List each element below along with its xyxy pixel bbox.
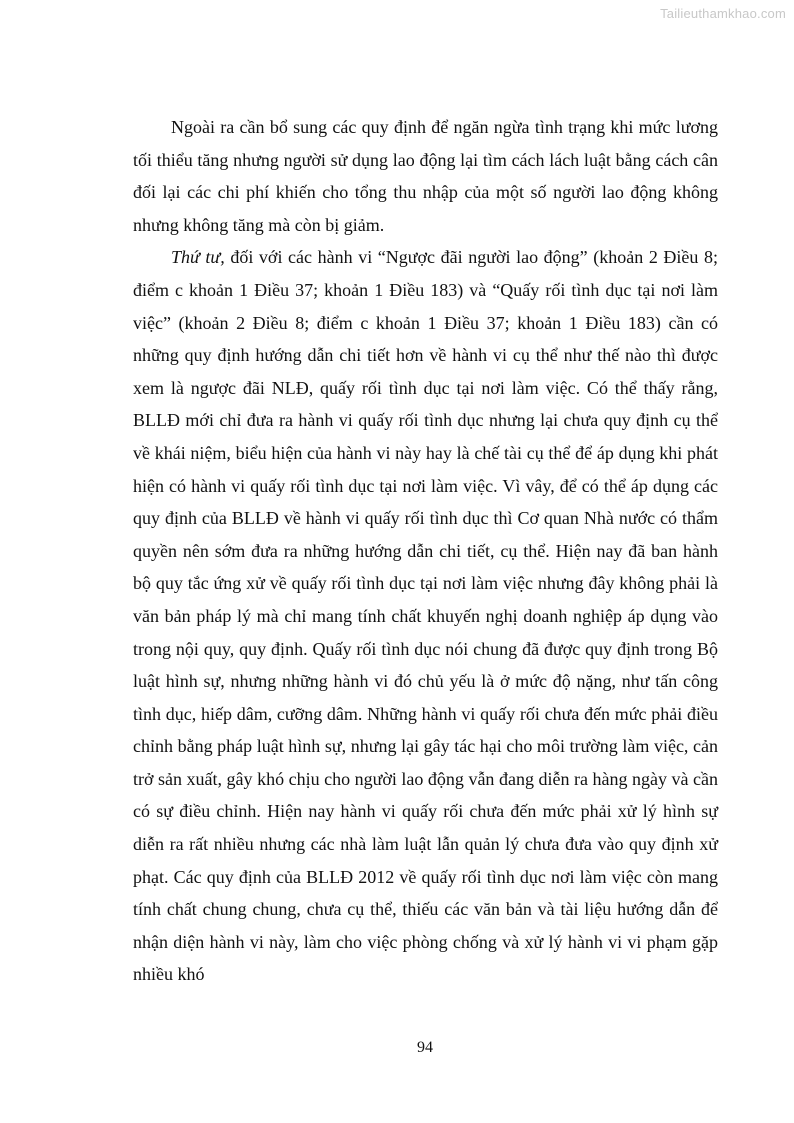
watermark: Tailieuthamkhao.com	[660, 6, 786, 21]
page-number: 94	[417, 1039, 433, 1056]
paragraph-2-lead: Thứ tư,	[171, 247, 225, 268]
paragraph-1	[133, 111, 718, 241]
paragraph-2	[133, 241, 718, 991]
paragraph-1-text: Ngoài ra cần bổ sung các quy định để ngăn ngừa tình trạng khi mức lương tối thiểu tăng nhưng người sử dụng lao động lại tìm cách lách luật bằng cách cân đối lại các chi phí khiến cho tổng thu nhập của một số người lao động không nhưng không tăng mà còn bị giảm.	[133, 117, 718, 235]
paragraph-2-text: đối với các hành vi “Ngược đãi người lao động” (khoản 2 Điều 8; điểm c khoản 1 Điều 37; khoản 1 Điều 183) và “Quấy rối tình dục tại nơi làm việc” (khoản 2 Điều 8; điểm c khoản 1 Điều 37; khoản 1 Điều 183) cần có những quy định hướng dẫn chi tiết hơn về hành vi cụ thể như thế nào thì được xem là ngược đãi NLĐ, quấy rối tình dục tại nơi làm việc. Có thể thấy rằng, BLLĐ mới chỉ đưa ra hành vi quấy rối tình dục nhưng lại chưa quy định cụ thể về khái niệm, biểu hiện của hành vi này hay là chế tài cụ thể để áp dụng khi phát hiện có hành vi quấy rối tình dục tại nơi làm việc. Vì vây, để có thể áp dụng các quy định của BLLĐ về hành vi quấy rối tình dục thì Cơ quan Nhà nước có thẩm quyền nên sớm đưa ra những hướng dẫn chi tiết, cụ thể. Hiện nay đã ban hành bộ quy tắc ứng xử về quấy rối tình dục tại nơi làm việc nhưng đây không phải là văn bản pháp lý mà chỉ mang tính chất khuyến nghị doanh nghiệp áp dụng vào trong nội quy, quy định. Quấy rối tình dục nói chung đã được quy định trong Bộ luật hình sự, nhưng những hành vi đó chủ yếu là ở mức độ nặng, như tấn công tình dục, hiếp dâm, cưỡng dâm. Những hành vi quấy rối chưa đến mức phải điều chỉnh bằng pháp luật hình sự, nhưng lại gây tác hại cho môi trường làm việc, cản trở sản xuất, gây khó chịu cho người lao động vẫn đang diễn ra hàng ngày và cần có sự điều chỉnh. Hiện nay hành vi quấy rối chưa đến mức phải xử lý hình sự diễn ra rất nhiều nhưng các nhà làm luật lẫn quản lý chưa đưa vào quy định xử phạt. Các quy định của BLLĐ 2012 về quấy rối tình dục nơi làm việc còn mang tính chất chung chung, chưa cụ thể, thiếu các văn bản và tài liệu hướng dẫn để nhận diện hành vi này, làm cho việc phòng chống và xử lý hành vi vi phạm gặp nhiều khó	[133, 247, 718, 985]
page-body	[133, 111, 718, 991]
